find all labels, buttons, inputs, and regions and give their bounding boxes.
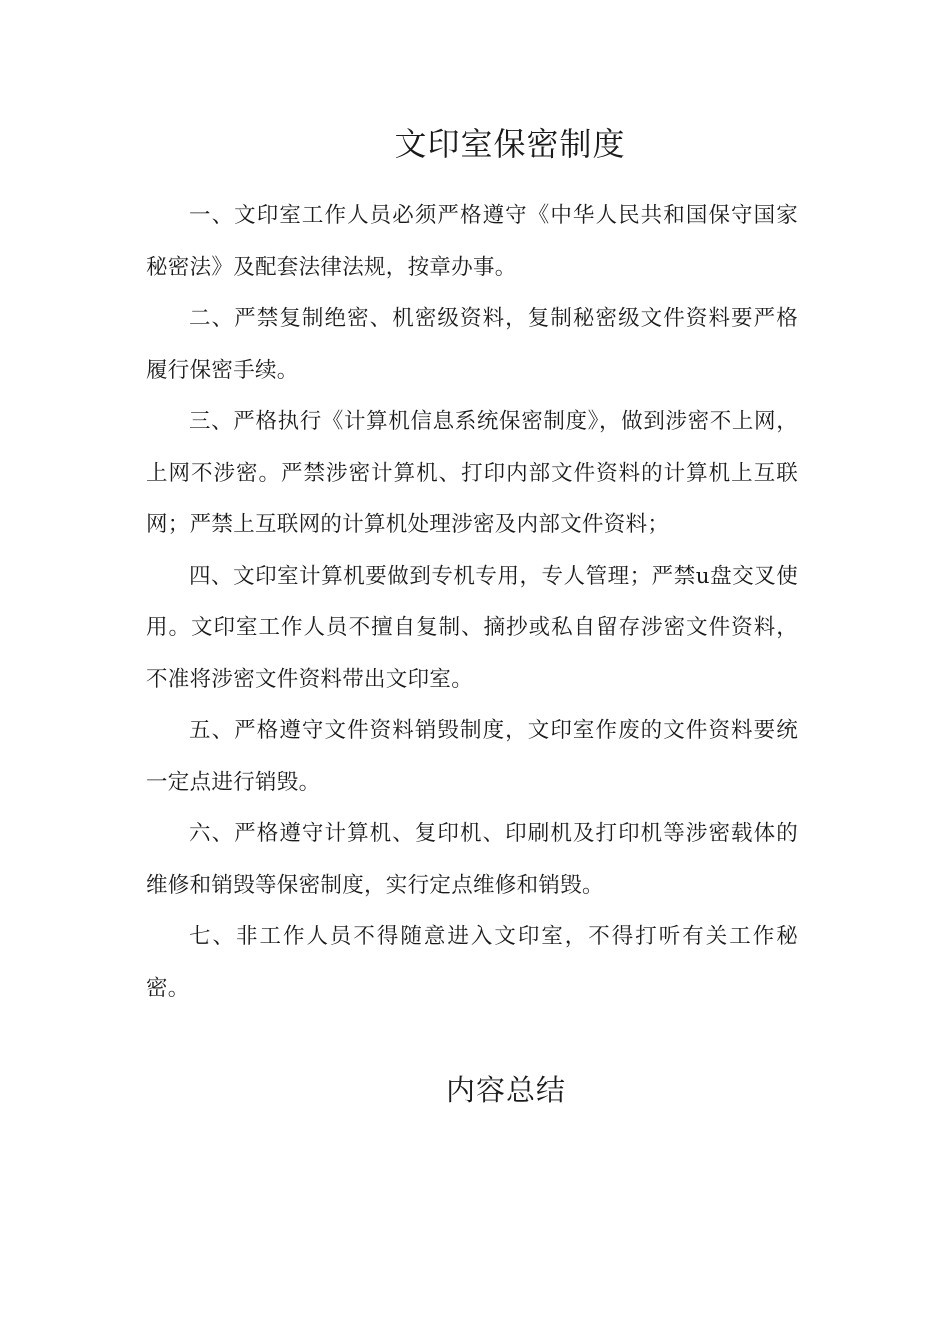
- document-title: 文印室保密制度: [394, 125, 626, 163]
- paragraph-1: 一、文印室工作人员必须严格遵守《中华人民共和国保守国家秘密法》及配套法律法规，按章办事。: [146, 203, 798, 280]
- paragraph-2: 二、严禁复制绝密、机密级资料，复制秘密级文件资料要严格履行保密手续。: [146, 306, 798, 383]
- paragraph-6: 六、严格遵守计算机、复印机、印刷机及打印机等涉密载体的维修和销毁等保密制度，实行定点维修和销毁。: [146, 821, 798, 898]
- summary-heading: 内容总结: [446, 1073, 567, 1107]
- paragraph-4: 四、文印室计算机要做到专机专用，专人管理；严禁u盘交叉使用。文印室工作人员不擅自复制、摘抄或私自留存涉密文件资料，不准将涉密文件资料带出文印室。: [146, 563, 798, 692]
- paragraph-3: 三、严格执行《计算机信息系统保密制度》，做到涉密不上网，上网不涉密。严禁涉密计算机、打印内部文件资料的计算机上互联网；严禁上互联网的计算机处理涉密及内部文件资料；: [146, 409, 798, 537]
- paragraph-5: 五、严格遵守文件资料销毁制度，文印室作废的文件资料要统一定点进行销毁。: [146, 718, 798, 795]
- paragraph-7: 七、非工作人员不得随意进入文印室，不得打听有关工作秘密。: [146, 924, 798, 1001]
- document-body: [146, 190, 798, 1014]
